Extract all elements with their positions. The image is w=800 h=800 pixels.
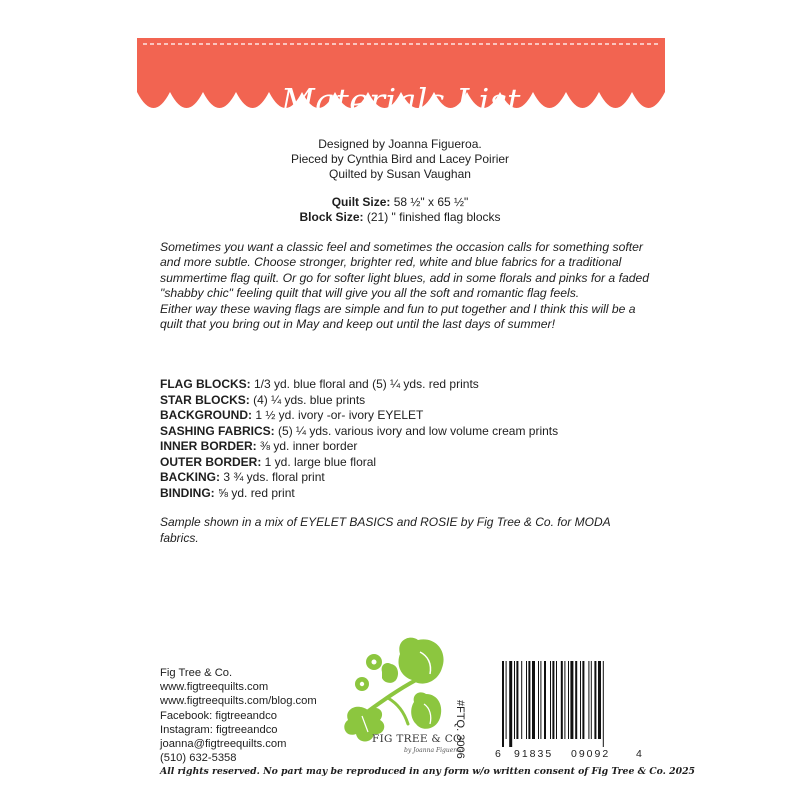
sample-note: Sample shown in a mix of EYELET BASICS and ROSIE by Fig Tree & Co. for MODA fabrics. bbox=[160, 515, 611, 545]
website-link[interactable]: www.figtreequilts.com bbox=[160, 681, 269, 694]
barcode-digits-right: 09092 bbox=[571, 748, 611, 760]
block-size bbox=[0, 210, 800, 225]
barcode-digit-last: 4 bbox=[636, 748, 642, 760]
quilt-size-value: 58 ½" x 65 ½" bbox=[390, 195, 469, 209]
barcode-bar bbox=[540, 661, 541, 739]
material-label: OUTER BORDER: bbox=[160, 454, 262, 469]
barcode-bar bbox=[526, 661, 527, 739]
barcode-bar bbox=[552, 661, 554, 739]
pattern-sku: #FTQ. 3006 bbox=[454, 700, 466, 759]
logo-byline: by Joanna Figueroa bbox=[404, 747, 464, 754]
barcode-bar bbox=[521, 661, 522, 739]
material-label: BINDING: bbox=[160, 485, 215, 500]
material-value: 1 yd. large blue floral bbox=[261, 454, 377, 469]
facebook-handle: Facebook: figtreeandco bbox=[160, 709, 277, 722]
materials-list-banner bbox=[137, 38, 665, 120]
banner-title: Materials List bbox=[281, 81, 521, 120]
blog-link[interactable]: www.figtreequilts.com/blog.com bbox=[160, 695, 317, 708]
company-name: Fig Tree & Co. bbox=[160, 667, 233, 679]
material-item bbox=[160, 377, 640, 393]
barcode-bar bbox=[603, 661, 604, 747]
barcode-digit-first: 6 bbox=[495, 748, 501, 760]
barcode-icon bbox=[498, 661, 640, 747]
barcode-bar bbox=[502, 661, 504, 747]
barcode-bar bbox=[591, 661, 592, 739]
material-item bbox=[160, 486, 640, 502]
quilt-size bbox=[0, 195, 800, 210]
piecer-credit: Pieced by Cynthia Bird and Lacey Poirier bbox=[290, 152, 510, 166]
material-item bbox=[160, 393, 640, 409]
credits bbox=[0, 137, 800, 182]
contact-info bbox=[160, 666, 317, 765]
barcode-bar bbox=[580, 661, 581, 739]
material-value: (5) ¼ yds. various ivory and low volume cream prints bbox=[274, 423, 559, 438]
material-value: ⅜ yd. inner border bbox=[256, 439, 358, 453]
material-item bbox=[160, 470, 640, 486]
barcode-digits-left: 91835 bbox=[514, 748, 554, 760]
material-value: ⅝ yd. red print bbox=[214, 485, 295, 500]
barcode-bar bbox=[506, 661, 507, 739]
material-value: (4) ¼ yds. blue prints bbox=[249, 392, 366, 407]
barcode-bar bbox=[544, 661, 546, 739]
barcode-bar bbox=[582, 661, 584, 739]
barcode-bar bbox=[528, 661, 530, 739]
sizes bbox=[0, 195, 800, 225]
barcode-bar bbox=[509, 661, 512, 747]
phone-number: (510) 632-5358 bbox=[160, 752, 237, 765]
barcode-bar bbox=[564, 661, 565, 739]
barcode-bar bbox=[594, 661, 596, 739]
barcode-bar bbox=[570, 661, 573, 739]
intro-paragraph: Sometimes you want a classic feel and sometimes the occasion calls for something softer and more subtle. Choose stronger, brighter red, white and blue fabrics for a traditional summertime flag quilt. Or go for softer light blues, add in some florals and pinks for a faded "shabby chic" feeling quilt that will give you all the soft and romantic flag feels. bbox=[160, 240, 650, 301]
material-value: 1/3 yd. blue floral and (5) ¼ yds. red prints bbox=[250, 377, 479, 391]
material-label: STAR BLOCKS: bbox=[160, 392, 250, 407]
barcode-bar bbox=[516, 661, 518, 739]
quilter-credit: Quilted by Susan Vaughan bbox=[329, 167, 471, 181]
barcode-bar bbox=[550, 661, 551, 739]
copyright-notice: All rights reserved. No part may be reproduced in any form w/o written consent of Fig Tree & Co. 2025 bbox=[160, 766, 696, 777]
barcode-bar bbox=[532, 661, 535, 739]
barcode-bar bbox=[598, 661, 601, 739]
material-value: 1 ½ yd. ivory -or- ivory EYELET bbox=[252, 408, 424, 422]
material-item bbox=[160, 439, 640, 455]
quilt-size-label: Quilt Size: bbox=[331, 195, 391, 209]
email-link[interactable]: joanna@figtreequilts.com bbox=[160, 738, 287, 751]
material-item bbox=[160, 424, 640, 440]
material-label: SASHING FABRICS: bbox=[160, 423, 275, 438]
material-value: 3 ¾ yds. floral print bbox=[220, 470, 325, 484]
barcode-bar bbox=[561, 661, 563, 739]
designer-credit: Designed by Joanna Figueroa. bbox=[318, 137, 482, 151]
logo-wordmark: FIG TREE & CO. bbox=[372, 733, 465, 745]
barcode-bar bbox=[538, 661, 539, 739]
barcode-bar bbox=[556, 661, 557, 739]
materials-list bbox=[160, 377, 640, 501]
barcode-bar bbox=[575, 661, 577, 739]
barcode-bar bbox=[568, 661, 569, 739]
intro-text bbox=[160, 240, 650, 332]
material-item bbox=[160, 408, 640, 424]
material-label: BACKGROUND: bbox=[160, 408, 252, 422]
material-item bbox=[160, 455, 640, 471]
intro-paragraph: Either way these waving flags are simple and fun to put together and I think this will be a quilt that you bring out in May and keep out until the last days of summer! bbox=[160, 301, 636, 332]
material-label: BACKING: bbox=[160, 470, 220, 484]
block-size-value: (21) " finished flag blocks bbox=[363, 210, 501, 224]
barcode-bar bbox=[514, 661, 515, 739]
barcode-bar bbox=[588, 661, 589, 739]
instagram-handle: Instagram: figtreeandco bbox=[160, 723, 278, 736]
material-label: INNER BORDER: bbox=[160, 439, 257, 453]
block-size-label: Block Size: bbox=[299, 210, 364, 224]
material-label: FLAG BLOCKS: bbox=[160, 377, 251, 391]
